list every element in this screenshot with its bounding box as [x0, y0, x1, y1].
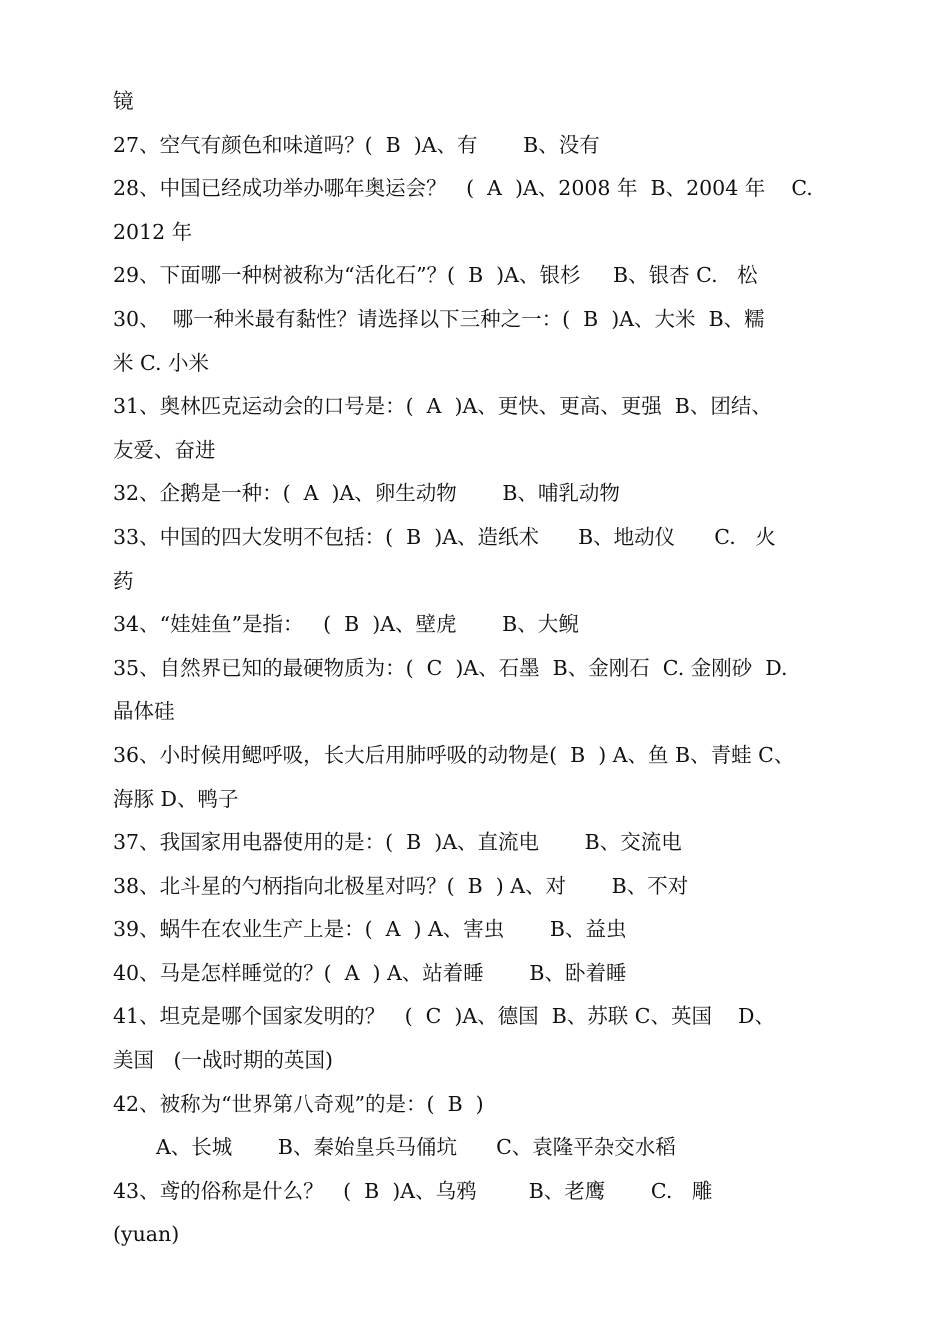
document-body	[113, 80, 843, 1257]
question-32: 32、企鹅是一种：( A )A、卵生动物 B、哺乳动物	[113, 481, 620, 506]
question-34: 34、“娃娃鱼”是指： ( B )A、壁虎 B、大鲵	[113, 612, 579, 637]
question-37: 37、我国家用电器使用的是：( B )A、直流电 B、交流电	[113, 830, 682, 855]
question-29: 29、下面哪一种树被称为“活化石”？( B )A、银杉 B、银杏 C. 松	[113, 263, 758, 288]
text-line: 镜	[113, 89, 134, 113]
text-line: 晶体硅	[113, 699, 175, 724]
question-39: 39、蜗牛在农业生产上是：( A ) A、害虫 B、益虫	[113, 917, 627, 942]
question-42-options: A、长城 B、秦始皇兵马俑坑 C、袁隆平杂交水稻	[156, 1135, 676, 1160]
text-line: 米 C. 小米	[113, 350, 210, 375]
question-42: 42、被称为“世界第八奇观”的是：( B )	[113, 1091, 484, 1116]
question-41: 41、坦克是哪个国家发明的？ ( C )A、德国 B、苏联 C、英国 D、	[113, 1004, 775, 1029]
text-line: 药	[113, 568, 134, 593]
text-line: 友爱、奋进	[113, 437, 216, 462]
question-30: 30、 哪一种米最有黏性？请选择以下三种之一：( B )A、大米 B、糯	[113, 306, 765, 331]
question-35: 35、自然界已知的最硬物质为：( C )A、石墨 B、金刚石 C. 金刚砂 D.	[113, 655, 788, 680]
text-line: (yuan)	[113, 1222, 180, 1247]
question-36: 36、小时候用鳃呼吸，长大后用肺呼吸的动物是( B ) A、鱼 B、青蛙 C、	[113, 742, 795, 767]
question-31: 31、奥林匹克运动会的口号是：( A )A、更快、更高、更强 B、团结、	[113, 394, 772, 419]
question-27: 27、空气有颜色和味道吗？( B )A、有 B、没有	[113, 132, 600, 157]
question-38: 38、北斗星的勺柄指向北极星对吗？( B ) A、对 B、不对	[113, 873, 689, 898]
text-line: 美国 (一战时期的英国)	[113, 1048, 334, 1073]
question-33: 33、中国的四大发明不包括：( B )A、造纸术 B、地动仪 C. 火	[113, 524, 776, 549]
question-43: 43、鸢的俗称是什么？ ( B )A、乌鸦 B、老鹰 C. 雕	[113, 1178, 713, 1203]
text-line: 2012 年	[113, 219, 193, 244]
question-28: 28、中国已经成功举办哪年奥运会？ ( A )A、2008 年 B、2004 年 C.	[113, 176, 813, 201]
text-line: 海豚 D、鸭子	[113, 786, 239, 811]
question-40: 40、马是怎样睡觉的？( A ) A、站着睡 B、卧着睡	[113, 960, 627, 985]
